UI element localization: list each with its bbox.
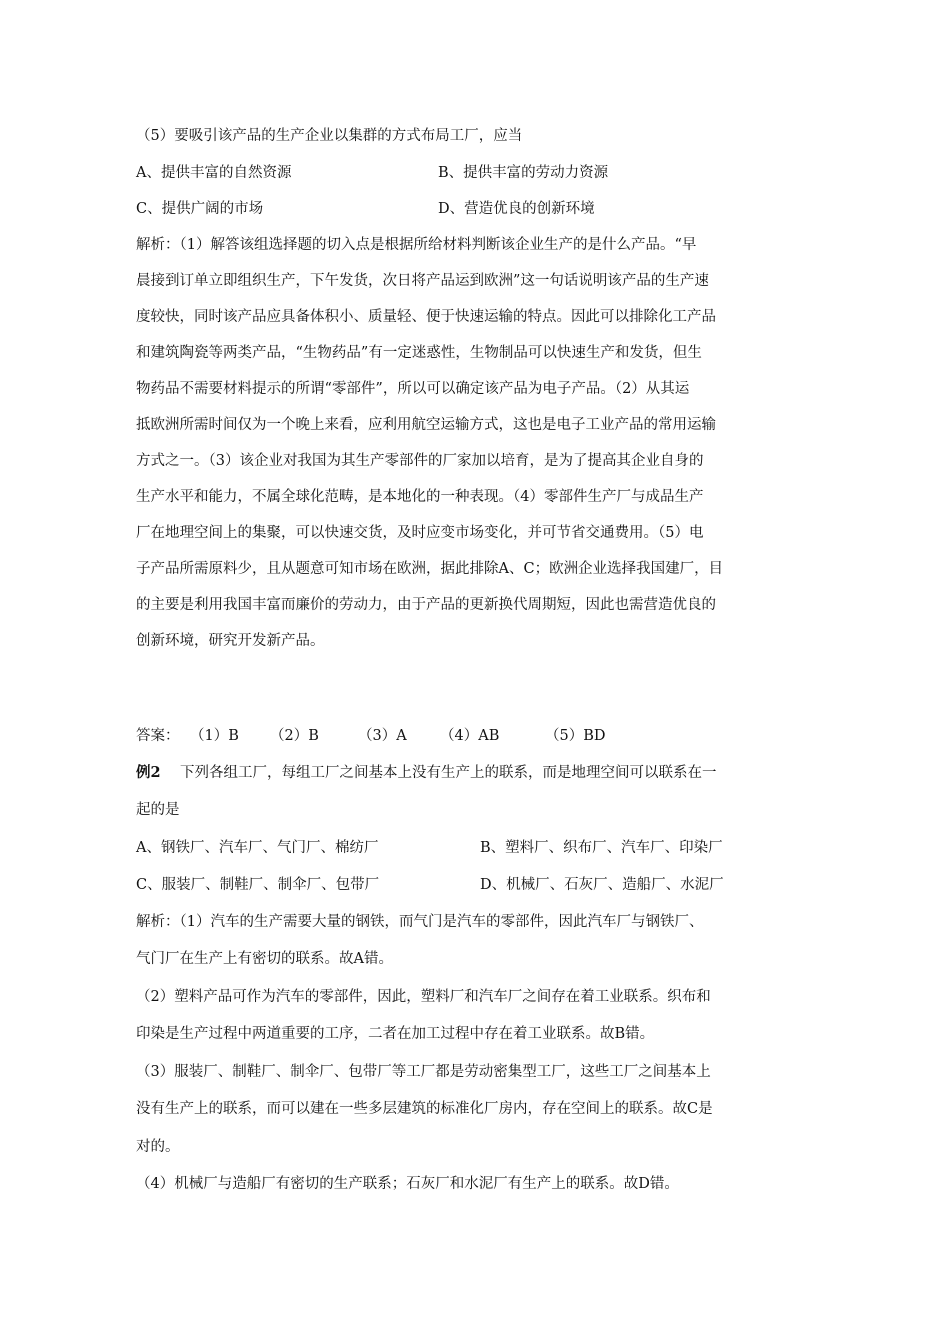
analysis-2-line: （3）服装厂、制鞋厂、制伞厂、包带厂等工厂都是劳动密集型工厂，这些工厂之间基本上 xyxy=(136,1064,711,1080)
q5-option-b: B、提供丰富的劳动力资源 xyxy=(438,165,609,181)
analysis-1-line: 抵欧洲所需时间仅为一个晚上来看，应利用航空运输方式，这也是电子工业产品的常用运输 xyxy=(136,417,716,433)
q5-option-d: D、营造优良的创新环境 xyxy=(438,201,595,217)
analysis-2-line: 印染是生产过程中两道重要的工序，二者在加工过程中存在着工业联系。故B错。 xyxy=(136,1026,655,1042)
example-2-label: 例2 xyxy=(136,764,161,781)
analysis-1-line: 创新环境，研究开发新产品。 xyxy=(136,633,325,649)
example-2-option-d: D、机械厂、石灰厂、造船厂、水泥厂 xyxy=(480,877,724,893)
analysis-2-line: 解析：（1）汽车的生产需要大量的钢铁，而气门是汽车的零部件，因此汽车厂与钢铁厂、 xyxy=(136,914,704,930)
answer-item: （4）AB xyxy=(440,728,500,744)
analysis-1-line: 物药品不需要材料提示的所谓“零部件”，所以可以确定该产品为电子产品。（2）从其运 xyxy=(136,381,690,397)
analysis-2-line: 没有生产上的联系，而可以建在一些多层建筑的标准化厂房内，存在空间上的联系。故C是 xyxy=(136,1101,713,1117)
analysis-2-line: 对的。 xyxy=(136,1139,180,1155)
example-2-option-a: A、钢铁厂、汽车厂、气门厂、棉纺厂 xyxy=(136,840,379,856)
answer-label: 答案： xyxy=(136,728,180,744)
answer-item: （5）BD xyxy=(545,728,606,744)
analysis-1-line: 解析：（1）解答该组选择题的切入点是根据所给材料判断该企业生产的是什么产品。“早 xyxy=(136,237,697,253)
analysis-2-line: （2）塑料产品可作为汽车的零部件，因此，塑料厂和汽车厂之间存在着工业联系。织布和 xyxy=(136,989,711,1005)
answer-item: （1）B xyxy=(190,728,239,744)
example-2-stem-line1: 下列各组工厂，每组工厂之间基本上没有生产上的联系，而是地理空间可以联系在一 xyxy=(180,765,717,781)
example-2-option-b: B、塑料厂、织布厂、汽车厂、印染厂 xyxy=(480,840,723,856)
q5-stem: （5）要吸引该产品的生产企业以集群的方式布局工厂，应当 xyxy=(136,128,523,144)
answer-item: （2）B xyxy=(270,728,319,744)
analysis-1-line: 生产水平和能力，不属全球化范畴，是本地化的一种表现。（4）零部件生产厂与成品生产 xyxy=(136,489,704,505)
answer-item: （3）A xyxy=(358,728,407,744)
analysis-1-line: 方式之一。（3）该企业对我国为其生产零部件的厂家加以培育，是为了提高其企业自身的 xyxy=(136,453,704,469)
q5-option-a: A、提供丰富的自然资源 xyxy=(136,165,292,181)
q5-option-c: C、提供广阔的市场 xyxy=(136,201,264,217)
analysis-1-line: 厂在地理空间上的集聚，可以快速交货，及时应变市场变化，并可节省交通费用。（5）电 xyxy=(136,525,704,541)
analysis-2-line: 气门厂在生产上有密切的联系。故A错。 xyxy=(136,951,393,967)
analysis-1-line: 度较快，同时该产品应具备体积小、质量轻、便于快速运输的特点。因此可以排除化工产品 xyxy=(136,309,716,325)
example-2-option-c: C、服装厂、制鞋厂、制伞厂、包带厂 xyxy=(136,877,380,893)
analysis-1-line: 晨接到订单立即组织生产，下午发货，次日将产品运到欧洲”这一句话说明该产品的生产速 xyxy=(136,273,709,289)
analysis-1-line: 和建筑陶瓷等两类产品，“生物药品”有一定迷惑性，生物制品可以快速生产和发货，但生 xyxy=(136,345,702,361)
analysis-1-line: 的主要是利用我国丰富而廉价的劳动力，由于产品的更新换代周期短，因此也需营造优良的 xyxy=(136,597,716,613)
analysis-1-line: 子产品所需原料少，且从题意可知市场在欧洲，据此排除A、C；欧洲企业选择我国建厂，目 xyxy=(136,561,724,577)
example-2-stem-line2: 起的是 xyxy=(136,802,180,818)
analysis-2-line: （4）机械厂与造船厂有密切的生产联系；石灰厂和水泥厂有生产上的联系。故D错。 xyxy=(136,1176,679,1192)
